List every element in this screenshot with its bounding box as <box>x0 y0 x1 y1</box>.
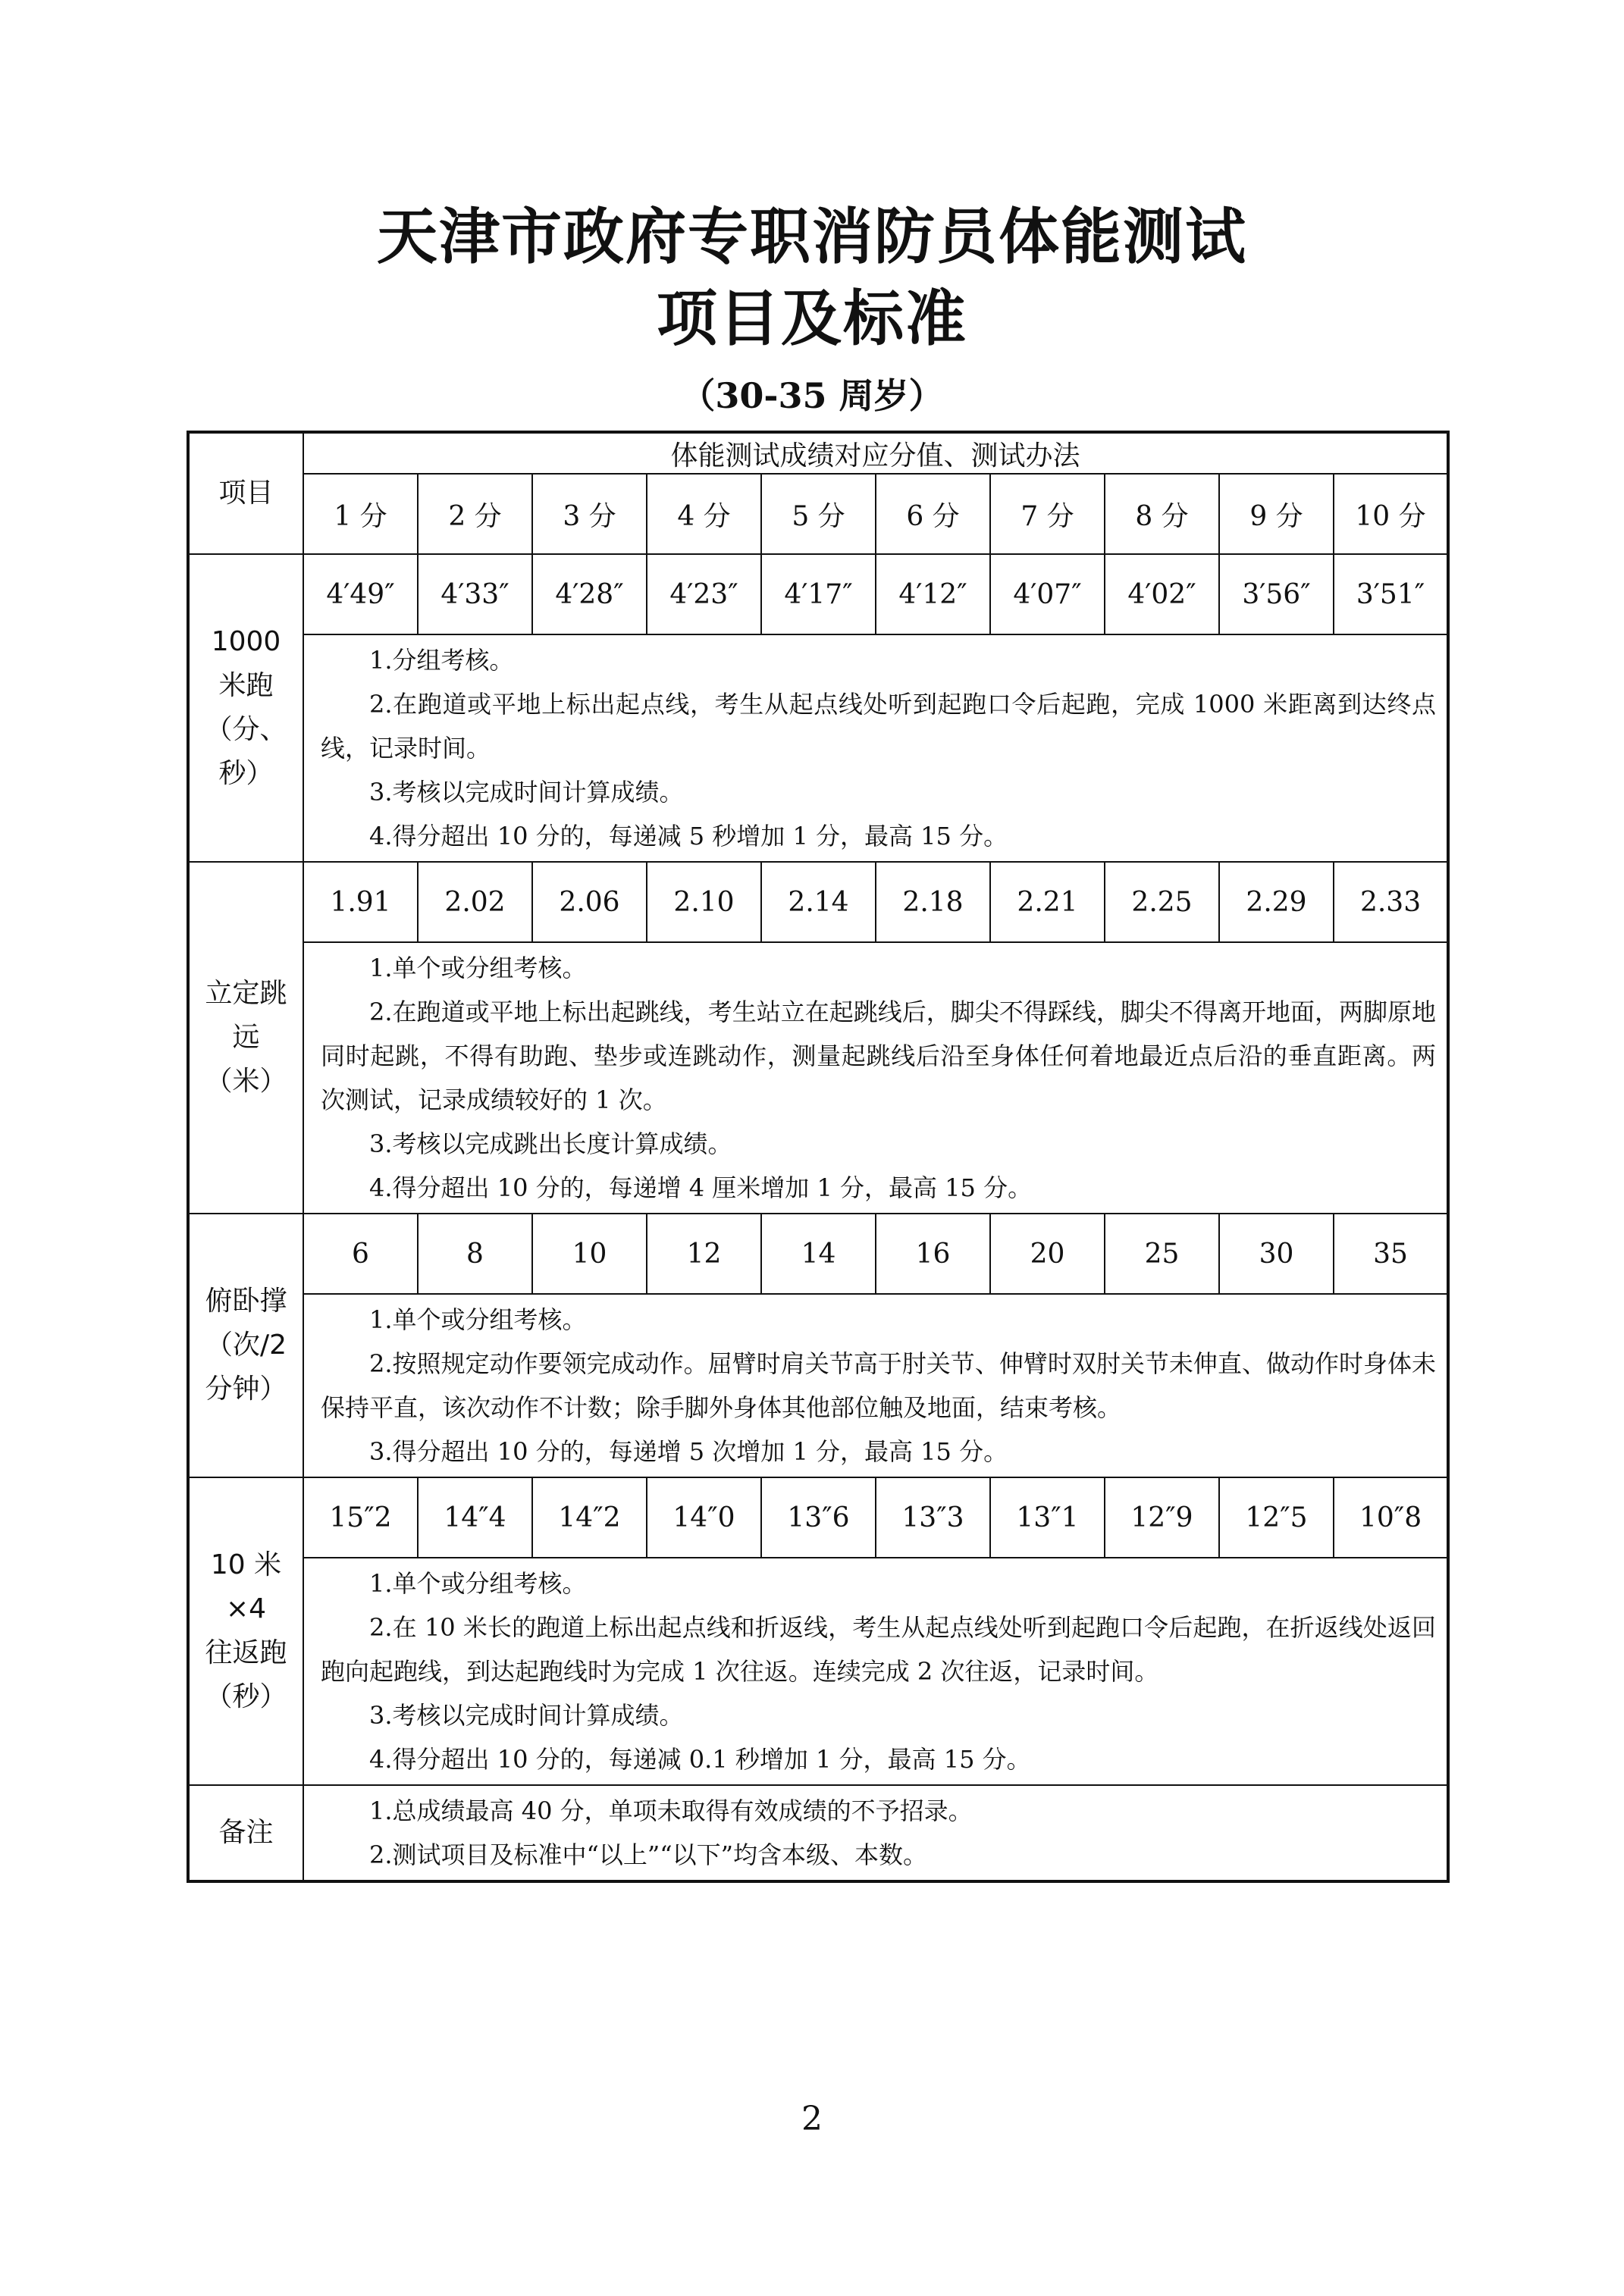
item-name-line: 俯卧撑 <box>205 1286 287 1317</box>
standard-value-cell: 12 <box>647 1214 761 1294</box>
score-header-cell: 1 分 <box>303 474 418 554</box>
standard-value-cell: 4′33″ <box>418 554 532 634</box>
document-title-line-1: 天津市政府专职消防员体能测试 <box>377 201 1247 272</box>
method-paragraph: 1.单个或分组考核。 <box>369 1569 587 1598</box>
item-method-row <box>188 1558 1448 1785</box>
standard-value-cell: 10″8 <box>1334 1477 1448 1558</box>
notes-content-cell <box>303 1785 1448 1881</box>
notes-label-cell: 备注 <box>188 1785 303 1881</box>
method-paragraph: 4.得分超出 10 分的，每递减 5 秒增加 1 分，最高 15 分。 <box>369 822 1008 850</box>
item-name-cell <box>188 862 303 1214</box>
item-name-cell <box>188 554 303 862</box>
standard-value-cell: 16 <box>876 1214 990 1294</box>
item-name-line: 1000 <box>211 626 281 657</box>
standard-value-cell: 35 <box>1334 1214 1448 1294</box>
standard-value-cell: 4′28″ <box>532 554 647 634</box>
item-name-line: （米） <box>205 1066 287 1097</box>
page-number: 2 <box>801 2100 823 2138</box>
standard-value-cell: 2.25 <box>1105 862 1219 942</box>
test-method-cell <box>303 942 1448 1214</box>
standard-value-cell: 2.21 <box>990 862 1105 942</box>
score-header-cell: 10 分 <box>1334 474 1448 554</box>
item-values-row <box>188 554 1448 634</box>
item-name-cell <box>188 1214 303 1477</box>
method-paragraph: 1.分组考核。 <box>369 646 514 675</box>
method-paragraph: 2.在 10 米长的跑道上标出起点线和折返线，考生从起点线处听到起跑口令后起跑，在折返线处返回跑向起跑线，到达起跑线时为完成 1 次往返。连续完成 2 次往返，记录时间。 <box>321 1613 1437 1686</box>
standard-value-cell: 4′49″ <box>303 554 418 634</box>
score-header-cell: 3 分 <box>532 474 647 554</box>
test-method-cell <box>303 1558 1448 1785</box>
standard-value-cell: 15″2 <box>303 1477 418 1558</box>
method-paragraph: 1.单个或分组考核。 <box>369 1305 587 1334</box>
standard-value-cell: 4′23″ <box>647 554 761 634</box>
document-title-line-2: 项目及标准 <box>657 283 967 354</box>
method-paragraph: 3.考核以完成跳出长度计算成绩。 <box>369 1129 732 1158</box>
score-header-cell: 7 分 <box>990 474 1105 554</box>
standard-value-cell: 4′17″ <box>761 554 876 634</box>
standard-value-cell: 13″6 <box>761 1477 876 1558</box>
standard-value-cell: 2.18 <box>876 862 990 942</box>
item-values-row <box>188 1477 1448 1558</box>
method-paragraph: 2.在跑道或平地上标出起点线，考生从起点线处听到起跑口令后起跑，完成 1000 米距离到达终点线，记录时间。 <box>321 690 1437 763</box>
note-paragraph: 1.总成绩最高 40 分，单项未取得有效成绩的不予招录。 <box>369 1796 973 1825</box>
score-header-row <box>188 474 1448 554</box>
standard-value-cell: 2.06 <box>532 862 647 942</box>
standard-value-cell: 4′07″ <box>990 554 1105 634</box>
item-name-line: 立定跳 <box>205 978 287 1009</box>
standard-value-cell: 13″3 <box>876 1477 990 1558</box>
method-paragraph: 1.单个或分组考核。 <box>369 954 587 982</box>
item-method-row <box>188 634 1448 862</box>
score-header-cell: 2 分 <box>418 474 532 554</box>
item-name-line: 远 <box>232 1022 260 1053</box>
item-name-line: ×4 <box>225 1593 267 1624</box>
standard-value-cell: 2.29 <box>1219 862 1334 942</box>
standard-value-cell: 3′51″ <box>1334 554 1448 634</box>
item-name-line: 米跑 <box>218 670 274 701</box>
standard-value-cell: 25 <box>1105 1214 1219 1294</box>
score-header-cell: 6 分 <box>876 474 990 554</box>
standard-value-cell: 6 <box>303 1214 418 1294</box>
standard-value-cell: 12″9 <box>1105 1477 1219 1558</box>
standard-value-cell: 13″1 <box>990 1477 1105 1558</box>
item-name-line: （次/2 <box>205 1330 287 1361</box>
test-method-cell <box>303 634 1448 862</box>
standard-value-cell: 3′56″ <box>1219 554 1334 634</box>
notes-row <box>188 1785 1448 1881</box>
item-values-row <box>188 1214 1448 1294</box>
item-values-row <box>188 862 1448 942</box>
age-range-subtitle: （30-35 周岁） <box>680 375 944 416</box>
item-name-line: 10 米 <box>210 1549 282 1580</box>
score-group-header: 体能测试成绩对应分值、测试办法 <box>303 432 1448 474</box>
fitness-standards-table <box>187 431 1450 1883</box>
standard-value-cell: 10 <box>532 1214 647 1294</box>
standard-value-cell: 20 <box>990 1214 1105 1294</box>
score-header-cell: 4 分 <box>647 474 761 554</box>
item-name-cell <box>188 1477 303 1785</box>
table-header-row <box>188 432 1448 474</box>
standard-value-cell: 14″2 <box>532 1477 647 1558</box>
standard-value-cell: 2.33 <box>1334 862 1448 942</box>
note-paragraph: 2.测试项目及标准中“以上”“以下”均含本级、本数。 <box>369 1840 927 1869</box>
standard-value-cell: 4′12″ <box>876 554 990 634</box>
standard-value-cell: 30 <box>1219 1214 1334 1294</box>
method-paragraph: 3.考核以完成时间计算成绩。 <box>369 778 684 807</box>
standard-value-cell: 8 <box>418 1214 532 1294</box>
item-name-line: 秒） <box>218 758 274 789</box>
score-header-cell: 5 分 <box>761 474 876 554</box>
standard-value-cell: 14 <box>761 1214 876 1294</box>
item-column-header: 项目 <box>188 432 303 554</box>
method-paragraph: 4.得分超出 10 分的，每递增 4 厘米增加 1 分，最高 15 分。 <box>369 1173 1033 1202</box>
method-paragraph: 2.在跑道或平地上标出起跳线，考生站立在起跳线后，脚尖不得踩线，脚尖不得离开地面，两脚原地同时起跳，不得有助跑、垫步或连跳动作，测量起跳线后沿至身体任何着地最近点后沿的垂直距离。两次测试，记录成绩较好的 1 次。 <box>321 998 1437 1114</box>
item-method-row <box>188 1294 1448 1477</box>
item-name-line: 往返跑 <box>205 1637 287 1668</box>
standard-value-cell: 14″0 <box>647 1477 761 1558</box>
test-method-cell <box>303 1294 1448 1477</box>
method-paragraph: 2.按照规定动作要领完成动作。屈臂时肩关节高于肘关节、伸臂时双肘关节未伸直、做动作时身体未保持平直，该次动作不计数；除手脚外身体其他部位触及地面，结束考核。 <box>321 1349 1437 1422</box>
method-paragraph: 3.得分超出 10 分的，每递增 5 次增加 1 分，最高 15 分。 <box>369 1437 1008 1466</box>
standard-value-cell: 2.10 <box>647 862 761 942</box>
score-header-cell: 9 分 <box>1219 474 1334 554</box>
method-paragraph: 4.得分超出 10 分的，每递减 0.1 秒增加 1 分，最高 15 分。 <box>369 1745 1031 1774</box>
item-method-row <box>188 942 1448 1214</box>
standard-value-cell: 14″4 <box>418 1477 532 1558</box>
item-name-line: （分、 <box>205 714 287 745</box>
item-name-line: （秒） <box>205 1681 287 1712</box>
standard-value-cell: 12″5 <box>1219 1477 1334 1558</box>
standard-value-cell: 1.91 <box>303 862 418 942</box>
method-paragraph: 3.考核以完成时间计算成绩。 <box>369 1701 684 1730</box>
standard-value-cell: 2.02 <box>418 862 532 942</box>
standard-value-cell: 4′02″ <box>1105 554 1219 634</box>
item-name-line: 分钟） <box>205 1374 287 1405</box>
standard-value-cell: 2.14 <box>761 862 876 942</box>
score-header-cell: 8 分 <box>1105 474 1219 554</box>
